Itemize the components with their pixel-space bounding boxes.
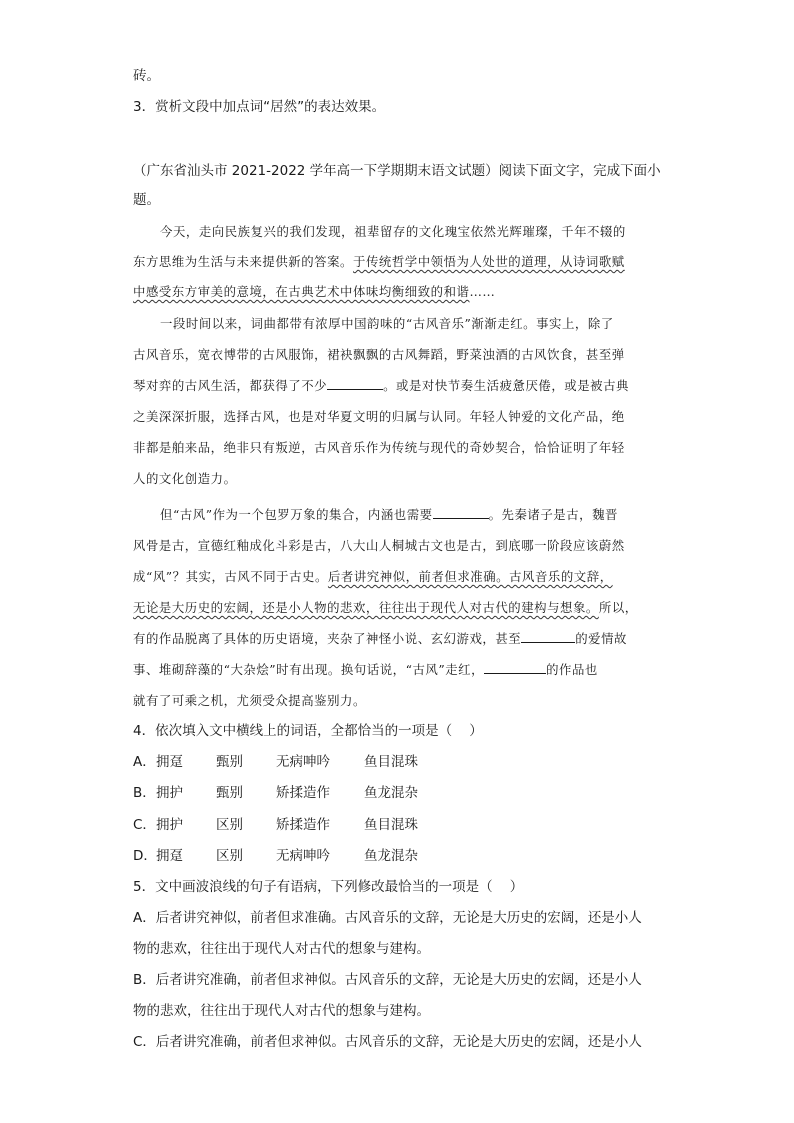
passage-p3-line-6 <box>133 660 598 680</box>
option-word-3: 矫揉造作 <box>276 785 330 801</box>
option-word-2: 甄别 <box>216 785 243 801</box>
option-word-1: 拥护 <box>156 785 183 801</box>
option-word-1: 拥护 <box>156 817 183 833</box>
passage-text: 琴对弈的古风生活，都获得了不少 <box>133 378 328 393</box>
passage-text: 所以， <box>598 600 638 615</box>
q5-option-a-line-2: 物的悲欢，往往出于现代人对古代的想象与建构。 <box>133 941 430 957</box>
passage-text: 。先秦诸子是古，魏晋 <box>488 507 618 522</box>
passage-text: 的作品也 <box>546 662 598 677</box>
passage-text: 的爱情故 <box>575 631 627 646</box>
passage-p2-line-2: 古风音乐，宽衣博带的古风服饰，裙袂飘飘的古风舞蹈，野菜浊酒的古风饮食，甚至弹 <box>133 347 625 362</box>
passage-text: …… <box>469 284 496 299</box>
source-line-1: （广东省汕头市 2021-2022 学年高一下学期期末语文试题）阅读下面文字，完成下面小 <box>133 163 661 179</box>
option-letter: D． <box>133 848 157 864</box>
passage-p2-line-3 <box>133 376 629 396</box>
wavy-underlined-text: 无论是大历史的宏阔，还是小人物的悲欢，往往出于现代人对古代的建构与想象。 <box>133 600 599 615</box>
passage-p3-line-3 <box>133 567 613 587</box>
wavy-underlined-text: 后者讲究神似，前者但求准确。古风音乐的文辞， <box>327 569 613 584</box>
option-word-4: 鱼目混珠 <box>364 754 418 770</box>
source-line-2: 题。 <box>133 192 160 208</box>
q5-option-c-line-1: C．后者讲究准确，前者但求神似。古风音乐的文辞，无论是大历史的宏阔，还是小人 <box>133 1034 642 1050</box>
passage-p3-line-7: 就有了可乘之机，尤须受众提高鉴别力。 <box>133 693 366 708</box>
wavy-underlined-text: 中感受东方审美的意境，在古典艺术中体味均衡细致的和谐 <box>133 284 470 299</box>
passage-p1-line-3 <box>133 282 495 302</box>
option-word-4: 鱼龙混杂 <box>364 848 418 864</box>
option-word-4: 鱼目混珠 <box>364 817 418 833</box>
passage-p2-line-5: 非都是舶来品，绝非只有叛逆，古风音乐作为传统与现代的奇妙契合，恰恰证明了年轻 <box>133 440 625 455</box>
option-word-2: 区别 <box>216 848 243 864</box>
option-word-3: 无病呻吟 <box>276 848 330 864</box>
passage-text: 。或是对快节奏生活疲惫厌倦，或是被古典 <box>383 378 629 393</box>
option-letter: B． <box>133 785 156 801</box>
question-4-stem: 4．依次填入文中横线上的词语，全都恰当的一项是（ ） <box>133 723 483 739</box>
fill-blank-4 <box>484 660 546 674</box>
passage-p1-line-1: 今天，走向民族复兴的我们发现，祖辈留存的文化瑰宝依然光辉璀璨，千年不辍的 <box>160 224 626 239</box>
fill-blank-1 <box>327 376 383 390</box>
passage-p3-line-2: 风骨是古，宣德红釉成化斗彩是古，八大山人桐城古文也是古，到底哪一阶段应该蔚然 <box>133 538 625 553</box>
option-word-2: 甄别 <box>216 754 243 770</box>
passage-text: 但“古风”作为一个包罗万象的集合，内涵也需要 <box>160 507 433 522</box>
wavy-underlined-text: 于传统哲学中领悟为人处世的道理，从诗词歌赋 <box>353 254 625 269</box>
q3-tail-text: 砖。 <box>133 68 160 84</box>
option-word-2: 区别 <box>216 817 243 833</box>
passage-text: 有的作品脱离了具体的历史语境，夹杂了神怪小说、玄幻游戏，甚至 <box>133 631 522 646</box>
option-word-4: 鱼龙混杂 <box>364 785 418 801</box>
passage-text: 东方思维为生活与未来提供新的答案。 <box>133 254 353 269</box>
option-word-1: 拥趸 <box>156 754 183 770</box>
q5-option-b-line-2: 物的悲欢，往往出于现代人对古代的想象与建构。 <box>133 1003 430 1019</box>
passage-p2-line-6: 人的文化创造力。 <box>133 471 237 486</box>
option-word-3: 无病呻吟 <box>276 754 330 770</box>
passage-p2-line-4: 之美深深折服，选择古风，也是对华夏文明的归属与认同。年轻人钟爱的文化产品，绝 <box>133 409 625 424</box>
option-word-3: 矫揉造作 <box>276 817 330 833</box>
question-3: 3．赏析文段中加点词“居然”的表达效果。 <box>133 99 386 115</box>
fill-blank-2 <box>433 505 489 519</box>
q5-option-a-line-1: A．后者讲究神似，前者但求准确。古风音乐的文辞，无论是大历史的宏阔，还是小人 <box>133 910 642 926</box>
passage-p1-line-2 <box>133 252 625 272</box>
passage-text: 事、堆砌辞藻的“大杂烩”时有出现。换句话说，“古风”走红， <box>133 662 485 677</box>
option-word-1: 拥趸 <box>156 848 183 864</box>
question-5-stem: 5．文中画波浪线的句子有语病，下列修改最恰当的一项是（ ） <box>133 879 524 895</box>
passage-p2-line-1: 一段时间以来，词曲都带有浓厚中国韵味的“古风音乐”渐渐走红。事实上，除了 <box>160 316 614 331</box>
option-letter: C． <box>133 817 156 833</box>
passage-p3-line-4 <box>133 598 638 618</box>
passage-text: 成“风”？其实，古风不同于古史。 <box>133 569 328 584</box>
passage-p3-line-5 <box>133 629 627 649</box>
fill-blank-3 <box>521 629 575 643</box>
option-letter: A． <box>133 754 156 770</box>
q5-option-b-line-1: B．后者讲究准确，前者但求神似。古风音乐的文辞，无论是大历史的宏阔，还是小人 <box>133 972 642 988</box>
passage-p3-line-1 <box>160 505 618 525</box>
